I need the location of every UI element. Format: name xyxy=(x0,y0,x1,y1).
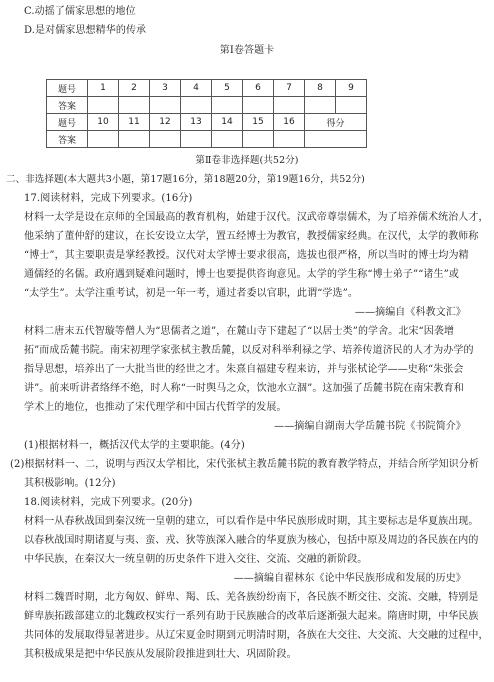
q17-material1-source: ——摘编自《科教文汇》 xyxy=(354,307,466,318)
table-cell: 11 xyxy=(119,114,150,131)
table-row xyxy=(47,114,367,131)
answer-sheet-title: 第Ⅰ卷答题卡 xyxy=(219,45,275,56)
answer-cell[interactable] xyxy=(119,97,150,114)
table-row xyxy=(47,131,367,148)
q17-material2-line: 学术上的地位，也推动了宋代理学和中国古代哲学的发展。 xyxy=(24,402,287,413)
answer-cell[interactable] xyxy=(88,131,119,148)
q18-material2-line: 其积极成果是把中华民族从发展阶段推进到壮大、巩固阶段。 xyxy=(24,649,297,660)
table-cell: 2 xyxy=(119,80,150,97)
table-cell: 答案 xyxy=(47,97,88,114)
answer-sheet-table xyxy=(46,79,367,148)
q17-material1-line: “太学生”。太学注重考试，初是一年一考，通过者委以官职，此谓“学选”。 xyxy=(24,288,358,299)
table-row xyxy=(47,97,367,114)
table-cell: 12 xyxy=(150,114,181,131)
q17-ask2-line: 其积极影响。(12分) xyxy=(24,478,116,489)
q18-material1-line: 以春秋战国时期诸夏与夷、蛮、戎、狄等族深入融合的华夏族为核心，包括中原及周边的各民族在内的 xyxy=(24,535,479,546)
q17-material2-line: 材料二唐末五代智璇等僧人为“思儒者之道”，在麓山寺下建起了“以居士类”的学舍。北宋“因袭增 xyxy=(24,326,455,337)
table-cell: 10 xyxy=(88,114,119,131)
q18-heading: 18.阅读材料，完成下列要求。(20分) xyxy=(24,497,193,508)
table-cell: 9 xyxy=(336,80,367,97)
table-cell: 16 xyxy=(274,114,305,131)
table-cell: 1 xyxy=(88,80,119,97)
q17-ask2-line: (2)根据材料一、二，说明与西汉太学相比，宋代张栻主教岳麓书院的教育教学特点，并结合所学知识分析 xyxy=(10,459,479,470)
q17-material2-line: 指导思想，培养出了一大批当世的经世之才。朱熹自福建专程来访，并与张栻论学——史称“朱张会 xyxy=(24,364,464,375)
answer-cell[interactable] xyxy=(119,131,150,148)
option-d: D.是对儒家思想精华的传承 xyxy=(24,25,147,36)
q17-material1-line: 材料一太学是设在京师的全国最高的教育机构，始建于汉代。汉武帝尊崇儒术，为了培养儒术统治人才， xyxy=(24,212,489,223)
q17-material2-line: 拓”而成岳麓书院。南宋初理学家张栻主教岳麓，以反对科举利禄之学、培养传道济民的人才为办学的 xyxy=(24,345,474,356)
answer-cell[interactable] xyxy=(212,97,243,114)
q17-material1-line: 通儒经的名儒。政府遇到疑难问题时，博士也要提供咨询意见。太学的学生称“博士弟子”“诸生”或 xyxy=(24,269,459,280)
answer-cell[interactable] xyxy=(274,131,305,148)
answer-cell[interactable] xyxy=(150,131,181,148)
answer-cell[interactable] xyxy=(181,131,212,148)
table-cell: 题号 xyxy=(47,114,88,131)
q18-material1-source: ——摘编自翟林东《论中华民族形成和发展的历史》 xyxy=(233,573,466,584)
q17-ask1: (1)根据材料一，概括汉代太学的主要职能。(4分) xyxy=(24,440,245,451)
table-cell: 14 xyxy=(212,114,243,131)
answer-cell[interactable] xyxy=(212,131,243,148)
table-cell: 答案 xyxy=(47,131,88,148)
table-row xyxy=(47,80,367,97)
answer-cell[interactable] xyxy=(243,131,274,148)
q18-material2-line: 材料二魏晋时期，北方匈奴、鲜卑、羯、氐、羌各族纷纷南下，各民族不断交往、交流、交融，特别是 xyxy=(24,592,479,603)
section-heading: 二、非选择题(本大题共3小题，第17题16分，第18题20分，第19题16分，共52分) xyxy=(6,174,365,185)
q18-material2-line: 鲜卑族拓跋部建立的北魏政权实行一系列有助于民族融合的改革后逐渐强大起来。隋唐时期，中华民族 xyxy=(24,611,479,622)
table-cell: 6 xyxy=(243,80,274,97)
answer-cell[interactable] xyxy=(336,97,367,114)
answer-cell[interactable] xyxy=(243,97,274,114)
table-cell: 5 xyxy=(212,80,243,97)
answer-cell[interactable] xyxy=(305,97,336,114)
answer-cell[interactable] xyxy=(274,97,305,114)
q17-heading: 17.阅读材料，完成下列要求。(16分) xyxy=(24,193,193,204)
table-cell: 3 xyxy=(150,80,181,97)
option-c: C.动摇了儒家思想的地位 xyxy=(24,6,136,17)
q17-material2-line: 讲”。前来听讲者络绎不绝，时人称“一时舆马之众，饮池水立涸”。这加强了岳麓书院在南宋教育和 xyxy=(24,383,464,394)
q17-material1-line: 他采纳了董仲舒的建议，在长安设立太学，置五经博士为教官，教授儒家经典。在汉代，太学的教师称 xyxy=(24,231,479,242)
table-cell: 13 xyxy=(181,114,212,131)
q18-material1-line: 中华民族，在秦汉大一统皇朝的历史条件下进入交往、交流、交融的新阶段。 xyxy=(24,554,368,565)
answer-cell[interactable] xyxy=(181,97,212,114)
part2-title: 第Ⅱ卷非选择题(共52分) xyxy=(195,155,299,166)
table-cell: 8 xyxy=(305,80,336,97)
answer-cell[interactable] xyxy=(88,97,119,114)
table-cell: 4 xyxy=(181,80,212,97)
table-cell: 7 xyxy=(274,80,305,97)
q17-material2-source: ——摘编自湖南大学岳麓书院《书院简介》 xyxy=(274,421,466,432)
answer-cell[interactable] xyxy=(150,97,181,114)
q17-material1-line: “博士”，其主要职责是掌经教授。汉代对太学博士要求很高，选拔也很严格，所以当时的博士均为精 xyxy=(24,250,469,261)
table-cell: 15 xyxy=(243,114,274,131)
q18-material1-line: 材料一从春秋战国到秦汉统一皇朝的建立，可以看作是中华民族形成时期，其主要标志是华夏族出现。 xyxy=(24,516,479,527)
score-cell[interactable] xyxy=(305,131,367,148)
table-cell: 题号 xyxy=(47,80,88,97)
score-label: 得分 xyxy=(305,114,367,131)
q18-material2-line: 共同体的发展取得显著进步。从辽宋夏金时期到元明清时期，各族在大交往、大交流、大交融的过程中， xyxy=(24,630,489,641)
